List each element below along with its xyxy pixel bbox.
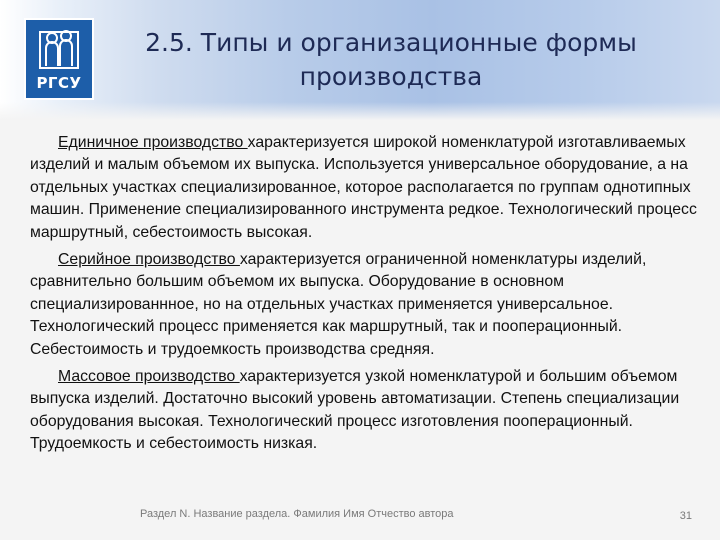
paragraph-text: характеризуется широкой номенклатурой изготавливаемых изделий и малым объемом их выпуска. Используется универсальное оборудование, а на отдельных участках специализированное, которое располагается по группам однотипных машин. Применение специализированного инструмента редкое. Технологический процесс маршрутный, себестоимость высокая.	[30, 134, 697, 241]
paragraph-mass-production	[30, 366, 698, 456]
paragraph-serial-production	[30, 249, 698, 361]
paragraph-text: характеризуется ограниченной номенклатуры изделий, сравнительно большим объемом их выпуска. Оборудование в основном специализированнное, но на отдельных участках применяется универсальное. Технологический процесс применяется как маршрутный, так и пооперационный. Себестоимость и трудоемкость производства средняя.	[30, 251, 647, 358]
logo-emblem-icon	[38, 26, 80, 72]
term-mass-production: Массовое производство	[58, 368, 240, 386]
slide-header	[0, 0, 720, 120]
page-number: 31	[679, 510, 692, 522]
footer-section-info: Раздел N. Название раздела. Фамилия Имя Отчество автора	[140, 508, 454, 520]
university-logo	[24, 18, 94, 100]
logo-text: РГСУ	[36, 74, 82, 92]
paragraph-single-production	[30, 132, 698, 244]
slide-body	[30, 132, 698, 461]
slide-title: 2.5. Типы и организационные формы производства	[145, 28, 637, 91]
term-single-production: Единичное производство	[58, 134, 248, 151]
term-serial-production: Серийное производство	[58, 251, 240, 269]
paragraph-text: характеризуется узкой номенклатурой и большим объемом выпуска изделий. Достаточно высокий уровень автоматизации. Степень специализации оборудования высокая. Технологический процесс изготовления пооперационный. Трудоемкость и себестоимость низкая.	[30, 368, 680, 453]
